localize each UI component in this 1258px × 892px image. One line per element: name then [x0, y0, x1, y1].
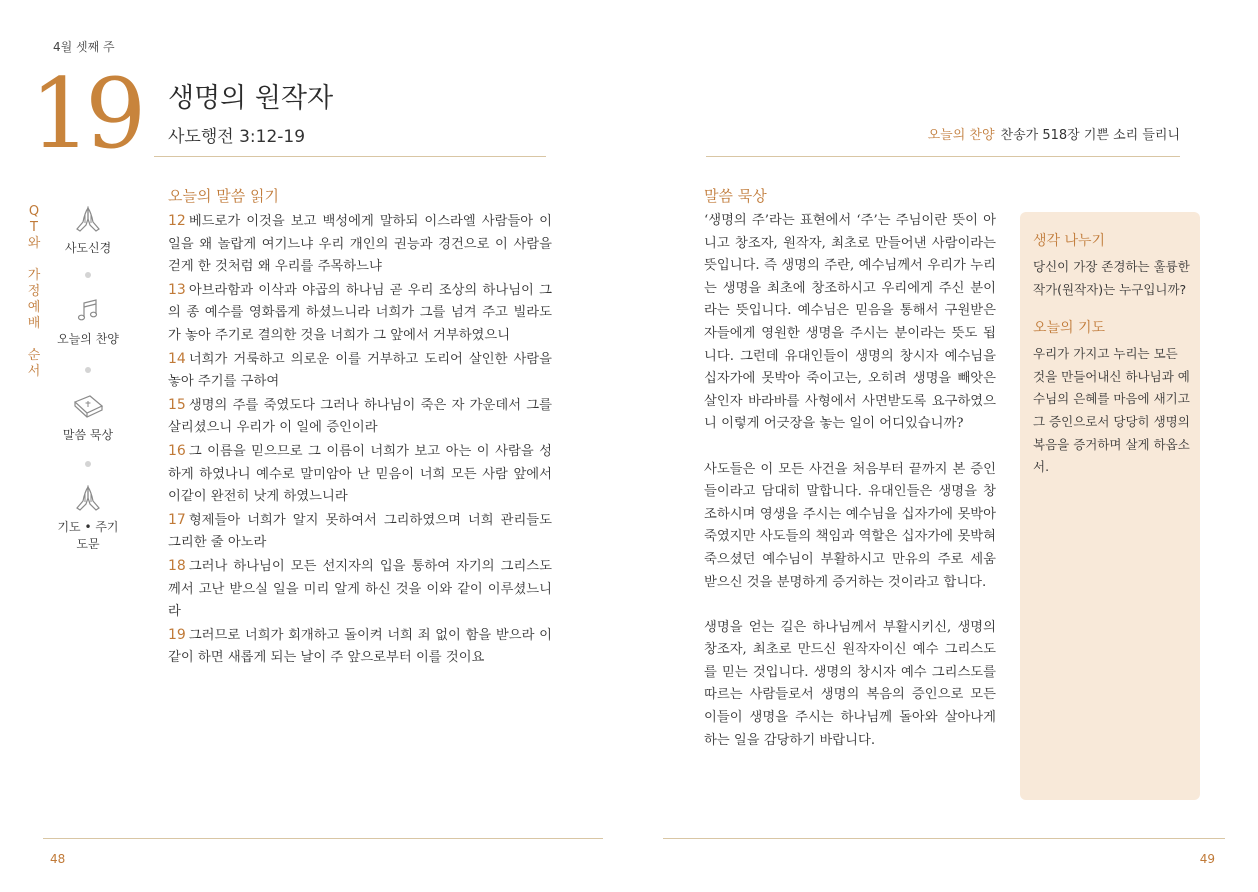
verse-number: 14 — [168, 350, 186, 367]
sidebar-item-label: 오늘의 찬양 — [57, 332, 119, 346]
sidebar-dot — [85, 272, 91, 278]
verse-text: 그러므로 너희가 회개하고 돌이켜 너희 죄 없이 함을 받으라 이같이 하면 새롭게 되는 날이 주 앞으로부터 이를 것이요 — [168, 627, 552, 666]
sidebar-item-prayer — [52, 484, 124, 552]
verse-text: 생명의 주를 죽였도다 그러나 하나님이 죽은 자 가운데서 그를 살리셨으니 우리가 이 일에 증인이라 — [168, 397, 552, 436]
share-text: 당신이 가장 존경하는 훌륭한 작가(원작자)는 누구입니까? — [1033, 259, 1190, 297]
reading-verses — [168, 210, 552, 670]
vertical-char: 서 — [27, 364, 41, 379]
vertical-char: 순 — [27, 348, 41, 363]
footer-rule-left — [43, 838, 603, 839]
meditation-paragraph: 생명을 얻는 길은 하나님께서 부활시키신, 생명의 창조자, 최초로 만드신 원작자이신 예수 그리스도를 믿는 것입니다. 생명의 창시자 예수 그리스도를 따르는 사람들로서 생명의 복음의 증인으로 모든 이들이 생명을 주시는 하나님께 돌아와 살아나게 하는 일을 감당하기 바랍니다. — [704, 619, 996, 748]
verse-text: 베드로가 이것을 보고 백성에게 말하되 이스라엘 사람들아 이 일을 왜 놀랍게 여기느냐 우리 개인의 권능과 경건으로 이 사람을 걷게 한 것처럼 왜 우리를 주목하느냐 — [168, 214, 552, 275]
sidebar-dot — [85, 367, 91, 373]
hymn-label: 오늘의 찬양 — [927, 128, 995, 143]
vertical-char: 와 — [27, 236, 41, 251]
meditation-paragraph: ‘생명의 주’라는 표현에서 ‘주’는 주님이란 뜻이 아니고 창조자, 원작자, 최초로 만들어낸 사람이라는 뜻입니다. 즉 생명의 주란, 예수님께서 우리가 누리는 생명을 최초에 창조하시고 우리에게 주신 분이라는 뜻입니다. 예수님은 믿음을 통해서 구원받은 자들에게 영원한 생명을 주시는 분이라는 뜻도 됩니다. 그런데 유대인들이 생명의 창시자 예수님을 십자가에 못박아 죽이고는, 오히려 생명을 빼앗은 살인자 바라바를 사형에서 사면받도록 요구하였으니 이렇게 어긋장을 놓는 일이 어디있습니까? — [704, 213, 996, 432]
vertical-char: 정 — [27, 284, 41, 299]
hymn-line — [928, 124, 1180, 143]
verse — [168, 394, 552, 440]
verse — [168, 440, 552, 509]
praying-hands-icon — [71, 484, 105, 514]
verse-number: 19 — [168, 626, 186, 643]
header-rule-right — [706, 156, 1180, 157]
vertical-char: 배 — [27, 316, 41, 331]
reading-heading: 오늘의 말씀 읽기 — [168, 187, 279, 205]
meditation-heading: 말씀 묵상 — [704, 187, 767, 205]
day-number: 19 — [30, 58, 141, 170]
verse-number: 15 — [168, 396, 186, 413]
verse — [168, 348, 552, 394]
sidebar-dot — [85, 461, 91, 467]
verse — [168, 279, 552, 348]
verse-text: 너희가 거룩하고 의로운 이를 거부하고 도리어 살인한 사람을 놓아 주기를 구하여 — [168, 351, 552, 390]
meditation-body — [704, 210, 996, 775]
verse-text: 형제들아 너희가 알지 못하여서 그리하였으며 너희 관리들도 그리한 줄 아노라 — [168, 512, 552, 551]
verse — [168, 509, 552, 555]
week-label: 4월 셋째 주 — [53, 40, 115, 54]
prayer-heading: 오늘의 기도 — [1033, 320, 1106, 337]
hymn-text: 찬송가 518장 기쁜 소리 들리니 — [1000, 128, 1180, 143]
verse-text: 그 이름을 믿으므로 그 이름이 너희가 보고 아는 이 사람을 성하게 하였나니 예수로 말미암아 난 믿음이 너희 모든 사람 앞에서 이같이 완전히 낫게 하였느니라 — [168, 443, 552, 505]
verse-number: 12 — [168, 213, 186, 229]
vertical-char: T — [30, 220, 38, 235]
sidebar-item-label: 사도신경 — [64, 241, 112, 255]
verse-number: 13 — [168, 281, 186, 298]
music-note-icon — [71, 296, 105, 326]
page-number-right: 49 — [1199, 852, 1215, 866]
verse — [168, 210, 552, 279]
footer-rule-right — [663, 838, 1225, 839]
verse-number: 18 — [168, 557, 186, 574]
bible-icon — [71, 392, 105, 422]
verse — [168, 555, 552, 624]
scripture-reference: 사도행전 3:12-19 — [168, 127, 306, 147]
sidebar-item-meditation — [52, 392, 124, 443]
praying-hands-icon — [71, 205, 105, 235]
sidebar-item-label: 말씀 묵상 — [62, 428, 114, 442]
page-title: 생명의 원작자 — [168, 83, 334, 114]
prayer-text: 우리가 가지고 누리는 모든 것을 만들어내신 하나님과 예수님의 은혜를 마음에 새기고 그 증인으로서 당당히 생명의 복음을 증거하며 살게 하옵소서. — [1033, 346, 1190, 475]
sidebar-item-apostles-creed — [52, 205, 124, 256]
verse — [168, 624, 552, 670]
verse-number: 17 — [168, 511, 186, 528]
share-heading: 생각 나누기 — [1033, 233, 1106, 249]
sidebar-item-hymn — [52, 296, 124, 347]
vertical-char: Q — [28, 204, 40, 219]
verse-number: 16 — [168, 442, 186, 459]
sidebar-item-label: 기도 • 주기도문 — [57, 520, 119, 551]
vertical-char: 예 — [27, 300, 41, 315]
meditation-paragraph: 사도들은 이 모든 사건을 처음부터 끝까지 본 증인들이라고 담대히 말합니다. 유대인들은 생명을 창조하시며 영생을 주시는 예수님을 십자가에 못박아 죽였지만 사도들의 책임과 역할은 십자가에 못박혀 죽으셨던 예수님이 부활하시고 만유의 주로 세움 받으신 것을 분명하게 증거하는 것이라고 합니다. — [704, 461, 996, 590]
verse-text: 그러나 하나님이 모든 선지자의 입을 통하여 자기의 그리스도께서 고난 받으실 일을 미리 알게 하신 것을 이와 같이 이루셨느니라 — [168, 558, 552, 620]
reflection-panel — [1020, 212, 1200, 800]
header-rule-left — [154, 156, 546, 157]
vertical-char: 가 — [27, 268, 41, 283]
verse-text: 아브라함과 이삭과 야곱의 하나님 곧 우리 조상의 하나님이 그의 종 예수를 영화롭게 하셨느니라 너희가 그를 넘겨 주고 빌라도가 놓아 주기로 결의한 것을 너희가 그 앞에서 거부하였으니 — [168, 282, 552, 343]
qt-worship-order-label — [27, 204, 41, 380]
page-number-left: 48 — [50, 852, 66, 866]
